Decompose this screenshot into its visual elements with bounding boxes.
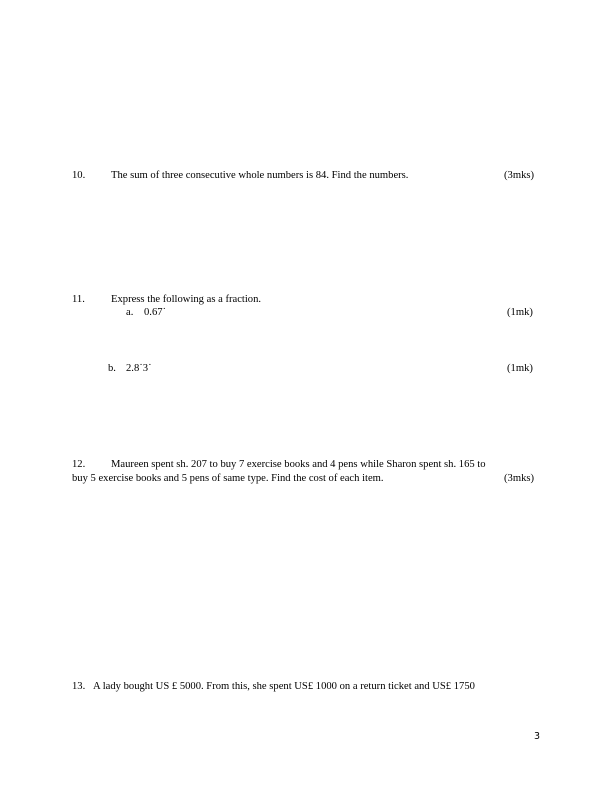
question-text: The sum of three consecutive whole numbers is 84. Find the numbers. [111, 170, 409, 181]
part-label: a. [126, 307, 134, 318]
question-text-line-1: Maureen spent sh. 207 to buy 7 exercise books and 4 pens while Sharon spent sh. 165 to [111, 459, 486, 470]
part-text: 0.67˙ [144, 307, 167, 318]
part-label: b. [108, 363, 116, 374]
question-text: A lady bought US £ 5000. From this, she spent US£ 1000 on a return ticket and US£ 1750 [93, 681, 475, 692]
marks-label: (1mk) [507, 363, 533, 374]
question-number: 13. [72, 681, 86, 692]
marks-label: (3mks) [504, 170, 535, 181]
question-text-line-2: buy 5 exercise books and 5 pens of same type. Find the cost of each item. [72, 473, 384, 484]
question-text: Express the following as a fraction. [111, 294, 262, 305]
part-text: 2.8˙3˙ [126, 363, 152, 374]
question-number: 12. [72, 459, 86, 470]
page-number: 3 [534, 731, 541, 742]
marks-label: (3mks) [504, 473, 535, 484]
marks-label: (1mk) [507, 307, 533, 318]
question-number: 10. [72, 170, 86, 181]
question-number: 11. [72, 294, 85, 305]
